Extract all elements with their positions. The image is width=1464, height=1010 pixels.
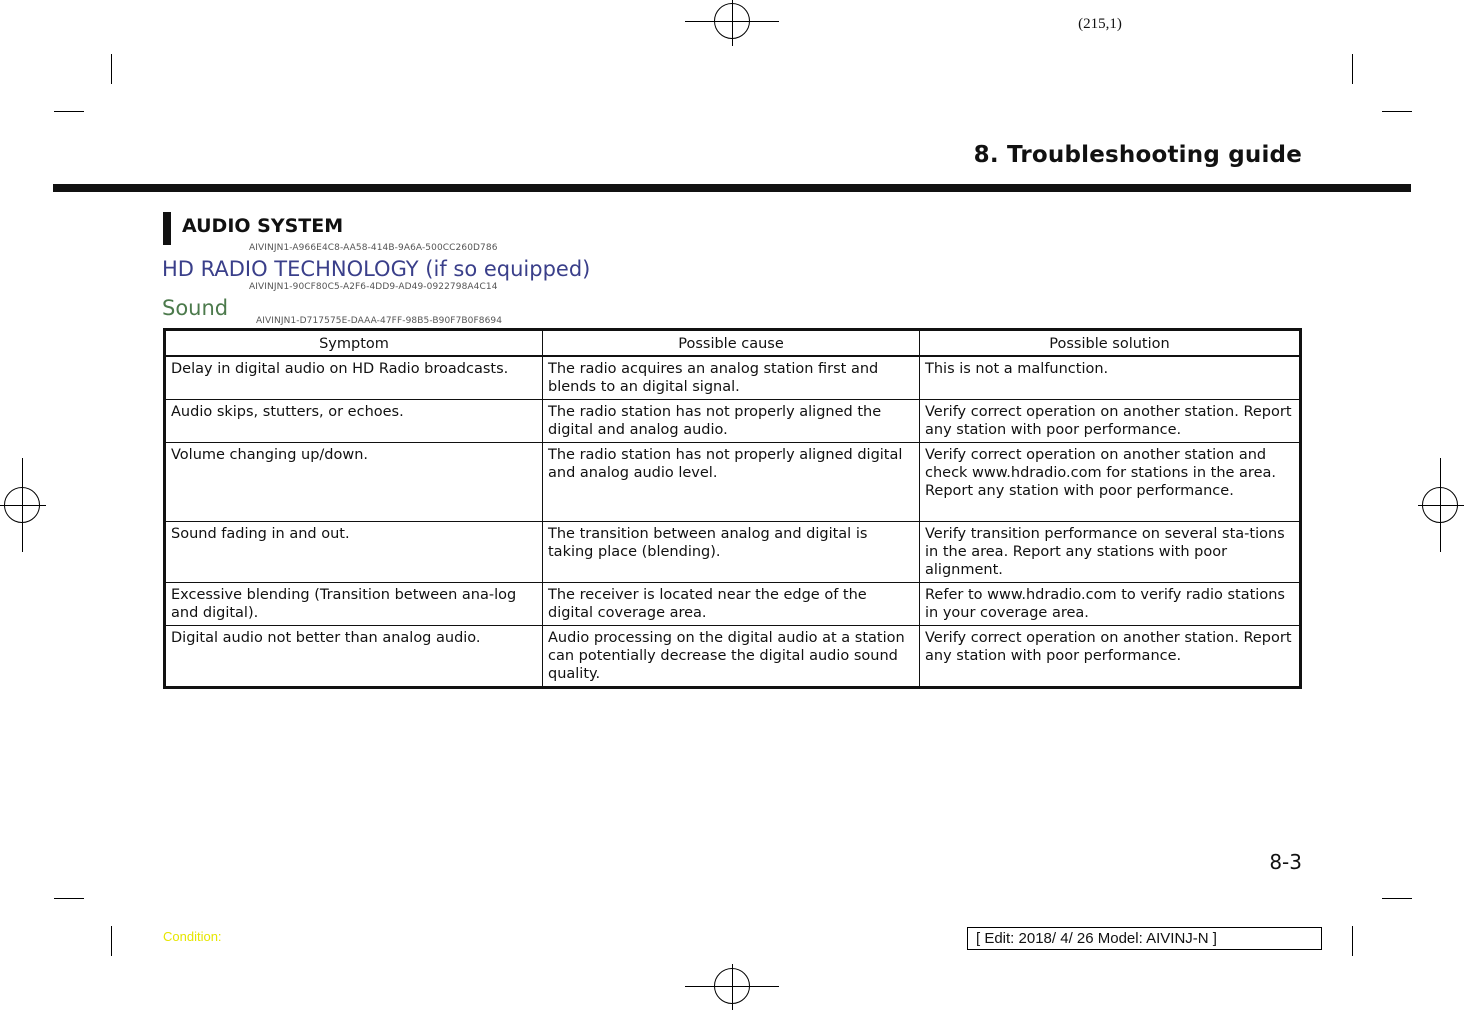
symptom-cell: Excessive blending (Transition between ana-log and digital).	[165, 583, 543, 626]
subsubsection-ref-id: AIVINJN1-D717575E-DAAA-47FF-98B5-B90F7B0F8694	[256, 316, 503, 326]
symptom-cell: Delay in digital audio on HD Radio broadcasts.	[165, 356, 543, 400]
table-row	[165, 522, 1301, 583]
page-number: 8-3	[1269, 850, 1302, 874]
solution-cell: Verify transition performance on several sta-tions in the area. Report any stations with poor alignment.	[920, 522, 1301, 583]
table-row	[165, 583, 1301, 626]
section-marker	[163, 212, 171, 245]
symptom-cell: Volume changing up/down.	[165, 443, 543, 522]
condition-label: Condition:	[163, 929, 222, 944]
section-title: AUDIO SYSTEM	[182, 215, 344, 237]
solution-cell: Verify correct operation on another station and check www.hdradio.com for stations in the area. Report any station with poor performance.	[920, 443, 1301, 522]
section-ref-id: AIVINJN1-A966E4C8-AA58-414B-9A6A-500CC260D786	[249, 243, 498, 253]
table-row	[165, 356, 1301, 400]
solution-cell: Verify correct operation on another station. Report any station with poor performance.	[920, 400, 1301, 443]
registration-mark-icon	[1422, 487, 1458, 523]
cause-cell: Audio processing on the digital audio at a station can potentially decrease the digital audio sound quality.	[543, 626, 920, 688]
cause-cell: The radio acquires an analog station first and blends to an digital signal.	[543, 356, 920, 400]
chapter-title: 8. Troubleshooting guide	[973, 142, 1302, 168]
solution-cell: This is not a malfunction.	[920, 356, 1301, 400]
column-header: Possible cause	[543, 330, 920, 357]
registration-mark-icon	[4, 487, 40, 523]
registration-mark-icon	[714, 968, 750, 1004]
cause-cell: The transition between analog and digital is taking place (blending).	[543, 522, 920, 583]
registration-mark-icon	[714, 3, 750, 39]
symptom-cell: Sound fading in and out.	[165, 522, 543, 583]
edit-info-box: [ Edit: 2018/ 4/ 26 Model: AIVINJ-N ]	[967, 927, 1322, 950]
column-header: Symptom	[165, 330, 543, 357]
subsection-ref-id: AIVINJN1-90CF80C5-A2F6-4DD9-AD49-0922798A4C14	[249, 282, 498, 292]
table-header-row	[165, 330, 1301, 357]
subsubsection-title: Sound	[162, 296, 229, 320]
cause-cell: The radio station has not properly aligned the digital and analog audio.	[543, 400, 920, 443]
table-row	[165, 443, 1301, 522]
chapter-divider	[53, 184, 1411, 192]
solution-cell: Refer to www.hdradio.com to verify radio stations in your coverage area.	[920, 583, 1301, 626]
subsection-title: HD RADIO TECHNOLOGY (if so equipped)	[162, 257, 591, 281]
symptom-cell: Audio skips, stutters, or echoes.	[165, 400, 543, 443]
cause-cell: The radio station has not properly aligned digital and analog audio level.	[543, 443, 920, 522]
table-row	[165, 626, 1301, 688]
table-row	[165, 400, 1301, 443]
symptom-cell: Digital audio not better than analog audio.	[165, 626, 543, 688]
troubleshooting-table	[163, 328, 1302, 689]
cause-cell: The receiver is located near the edge of the digital coverage area.	[543, 583, 920, 626]
solution-cell: Verify correct operation on another station. Report any station with poor performance.	[920, 626, 1301, 688]
column-header: Possible solution	[920, 330, 1301, 357]
page-code: (215,1)	[1078, 16, 1122, 32]
